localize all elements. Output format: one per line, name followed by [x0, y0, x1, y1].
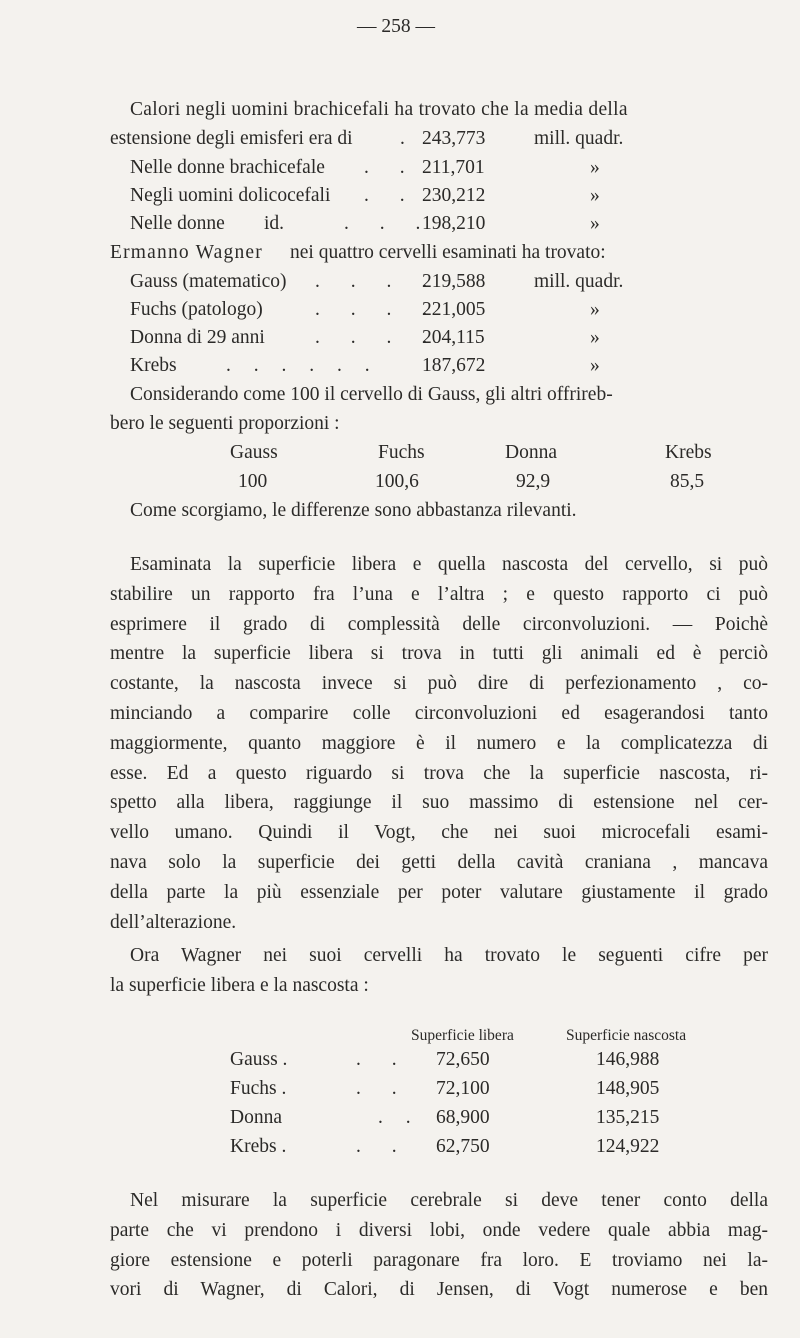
paragraph-line: maggiormente, quanto maggiore è il numero e la complicatezza di [110, 732, 768, 754]
surface-row-dots: . . [356, 1078, 397, 1099]
wagner-row-dots: . . . . . . [226, 355, 370, 376]
paragraph-line: esprimere il grado di complessità delle circonvoluzioni. — Poichè [110, 613, 768, 635]
wagner-row-value: 204,115 [422, 327, 485, 348]
paragraph-line: parte che vi prendono i diversi lobi, onde vedere quale abbia mag- [110, 1219, 768, 1241]
conclusion-line: Come scorgiamo, le differenze sono abbastanza rilevanti. [130, 500, 577, 521]
surface-row-nascosta: 146,988 [596, 1049, 660, 1070]
paragraph-line: giore estensione e poterli paragonare fra loro. E troviamo nei la- [110, 1249, 768, 1271]
paragraph-line: stabilire un rapporto fra l’una e l’altra ; e questo rapporto ci può [110, 583, 768, 605]
surface-row-libera: 68,900 [436, 1107, 490, 1128]
wagner-row-value: 219,588 [422, 271, 486, 292]
wagner-row-unit: » [590, 327, 600, 348]
wagner-row-dots: . . . . [315, 327, 428, 348]
wagner-row-unit: » [590, 355, 600, 376]
wagner-row-label: Donna di 29 anni [130, 327, 265, 348]
proportion-header: Krebs [665, 442, 712, 463]
intro-line-2-label: estensione degli emisferi era di [110, 128, 353, 149]
wagner-row-value: 187,672 [422, 355, 486, 376]
wagner-row-dots: . . . . [315, 271, 428, 292]
paragraph-line: costante, la nascosta invece si può dire di perfezionamento , co- [110, 673, 768, 695]
paragraph-line: mentre la superficie libera si trova in tutti gli animali ed è perciò [110, 643, 768, 665]
surface-row-dots: . . [356, 1049, 397, 1070]
surface-col-header: Superficie nascosta [566, 1027, 687, 1044]
proportion-value: 92,9 [516, 471, 551, 492]
calori-row-value: 198,210 [422, 213, 486, 234]
paragraph-line: la superficie libera e la nascosta : [110, 974, 369, 996]
surface-row-nascosta: 135,215 [596, 1107, 660, 1128]
surface-row-name: Fuchs . [230, 1078, 287, 1099]
intro-line-2-unit: mill. quadr. [534, 128, 624, 149]
intro-line-2-dot: . [400, 128, 405, 149]
surface-row-libera: 62,750 [436, 1136, 490, 1157]
calori-row-label: Nelle donne brachicefale [130, 157, 325, 178]
wagner-row-unit: » [590, 299, 600, 320]
intro-line-2-value: 243,773 [422, 128, 486, 149]
wagner-row-label: Gauss (matematico) [130, 271, 287, 292]
calori-row-label: Negli uomini dolicocefali [130, 185, 331, 206]
considering-line-1: Considerando come 100 il cervello di Gauss, gli altri offrireb- [130, 384, 613, 405]
wagner-name: Ermanno Wagner [110, 242, 263, 263]
paragraph-line: vori di Wagner, di Calori, di Jensen, di Vogt numerose e ben [110, 1279, 768, 1301]
calori-row-ditto: » [590, 185, 600, 206]
calori-row-value: 230,212 [422, 185, 486, 206]
calori-row-ditto: » [590, 213, 600, 234]
paragraph-line: Esaminata la superficie libera e quella nascosta del cervello, si può [130, 554, 768, 575]
wagner-row-value: 221,005 [422, 299, 486, 320]
paragraph-1 [110, 550, 768, 937]
surface-row-nascosta: 124,922 [596, 1136, 660, 1157]
calori-row-dots: . . [364, 185, 405, 206]
calori-row-dots: . . [364, 157, 405, 178]
surface-row-dots: . . [378, 1107, 411, 1128]
paragraph-line: dell’alterazione. [110, 911, 237, 933]
calori-row-id: id. [264, 213, 285, 234]
paragraph-2 [110, 1186, 768, 1305]
surface-row-dots: . . [356, 1136, 397, 1157]
surface-row-name: Gauss . [230, 1049, 288, 1070]
surface-row-libera: 72,100 [436, 1078, 490, 1099]
calori-row-dots: . . . [344, 213, 421, 234]
wagner-row-dots: . . . . [315, 299, 428, 320]
proportion-header: Fuchs [378, 442, 425, 463]
calori-row-label: Nelle donne [130, 213, 225, 234]
wagner-row-unit: mill. quadr. [534, 271, 624, 292]
calori-row-value: 211,701 [422, 157, 485, 178]
paragraph-line: spetto alla libera, raggiunge il suo massimo di estensione nel cer- [110, 792, 768, 814]
paragraph-line: vello umano. Quindi il Vogt, che nei suoi microcefali esami- [110, 822, 768, 844]
intro-line-1: Calori negli uomini brachicefali ha trovato che la media della [130, 99, 628, 120]
paragraph-line: nava solo la superficie dei getti della cavità craniana , mancava [110, 851, 768, 873]
paragraph-line: della parte la più essenziale per poter valutare giustamente il grado [110, 881, 768, 903]
proportion-header: Gauss [230, 442, 278, 463]
paragraph-line: Nel misurare la superficie cerebrale si deve tener conto della [130, 1190, 768, 1211]
surface-col-header: Superficie libera [411, 1027, 514, 1044]
wagner2-paragraph [110, 941, 768, 1001]
paragraph-line: esse. Ed a questo riguardo si trova che la superficie nascosta, ri- [110, 762, 768, 784]
paragraph-line: minciando a comparire colle circonvoluzioni ed esagerandosi tanto [110, 702, 768, 724]
surface-row-nascosta: 148,905 [596, 1078, 660, 1099]
wagner-intro-rest: nei quattro cervelli esaminati ha trovato: [290, 242, 606, 263]
surface-row-name: Donna [230, 1107, 282, 1128]
proportion-value: 100,6 [375, 471, 419, 492]
wagner-row-label: Krebs [130, 355, 177, 376]
paragraph-line: Ora Wagner nei suoi cervelli ha trovato le seguenti cifre per [130, 945, 768, 966]
page-number: — 258 — [357, 16, 435, 37]
surface-row-libera: 72,650 [436, 1049, 490, 1070]
proportion-value: 85,5 [670, 471, 705, 492]
wagner-row-label: Fuchs (patologo) [130, 299, 263, 320]
proportion-header: Donna [505, 442, 557, 463]
calori-row-ditto: » [590, 157, 600, 178]
considering-line-2: bero le seguenti proporzioni : [110, 413, 340, 434]
proportion-value: 100 [238, 471, 268, 492]
surface-row-name: Krebs . [230, 1136, 287, 1157]
